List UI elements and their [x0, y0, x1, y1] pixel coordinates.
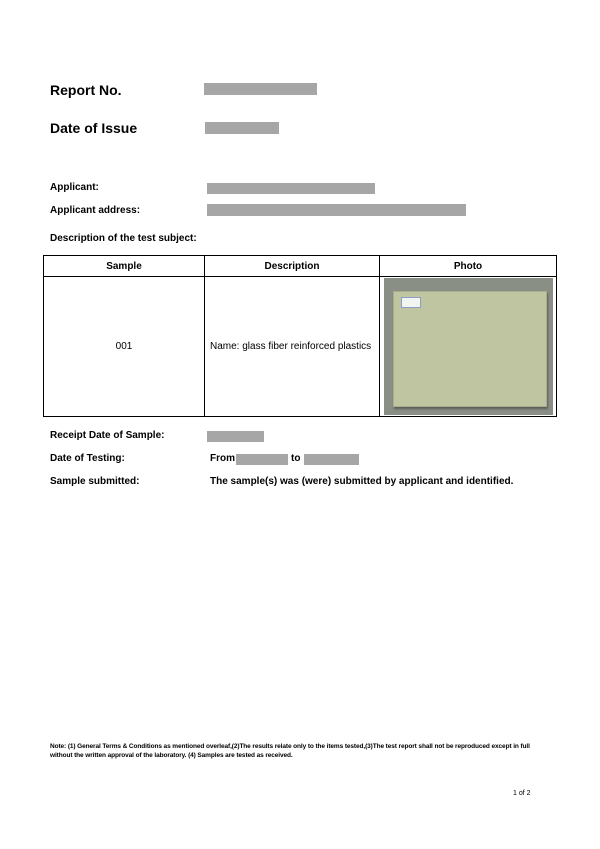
- sample-id-cell: 001: [44, 277, 205, 417]
- receipt-date-redacted: [207, 431, 264, 442]
- col-header-description: Description: [205, 256, 380, 277]
- applicant-label: Applicant:: [50, 182, 99, 193]
- sample-submitted-value: The sample(s) was (were) submitted by applicant and identified.: [210, 476, 514, 487]
- col-header-photo: Photo: [380, 256, 557, 277]
- table-row: [44, 277, 557, 417]
- receipt-date-label: Receipt Date of Sample:: [50, 430, 165, 441]
- report-no-redacted: [204, 83, 317, 95]
- testing-to-redacted: [304, 454, 359, 465]
- sample-description-cell: Name: glass fiber reinforced plastics: [205, 277, 380, 417]
- date-of-issue-label: Date of Issue: [50, 120, 138, 136]
- testing-from-redacted: [236, 454, 288, 465]
- applicant-address-redacted: [207, 204, 466, 216]
- date-of-testing-label: Date of Testing:: [50, 453, 125, 464]
- test-subject-heading: Description of the test subject:: [50, 233, 197, 244]
- applicant-redacted: [207, 183, 375, 194]
- sample-submitted-label: Sample submitted:: [50, 476, 140, 487]
- applicant-address-label: Applicant address:: [50, 205, 141, 216]
- sample-photo-cell: [380, 277, 557, 417]
- fiberglass-panel-image: [393, 291, 547, 407]
- col-header-sample: Sample: [44, 256, 205, 277]
- table-header-row: [44, 256, 557, 277]
- report-no-label: Report No.: [50, 82, 122, 98]
- date-of-issue-redacted: [205, 122, 279, 134]
- testing-from-label: From: [210, 453, 235, 464]
- sample-photo: [384, 278, 553, 415]
- page-number: 1 of 2: [513, 790, 531, 797]
- testing-to-label: to: [291, 453, 301, 464]
- sample-table: [43, 255, 557, 417]
- sample-label-sticker: [401, 297, 421, 308]
- footer-note: Note: (1) General Terms & Conditions as mentioned overleaf,(2)The results relate only to the items tested,(3)The test report shall not be reproduced except in full without the written approval of the laboratory. (4) Samples are tested as received.: [50, 743, 530, 759]
